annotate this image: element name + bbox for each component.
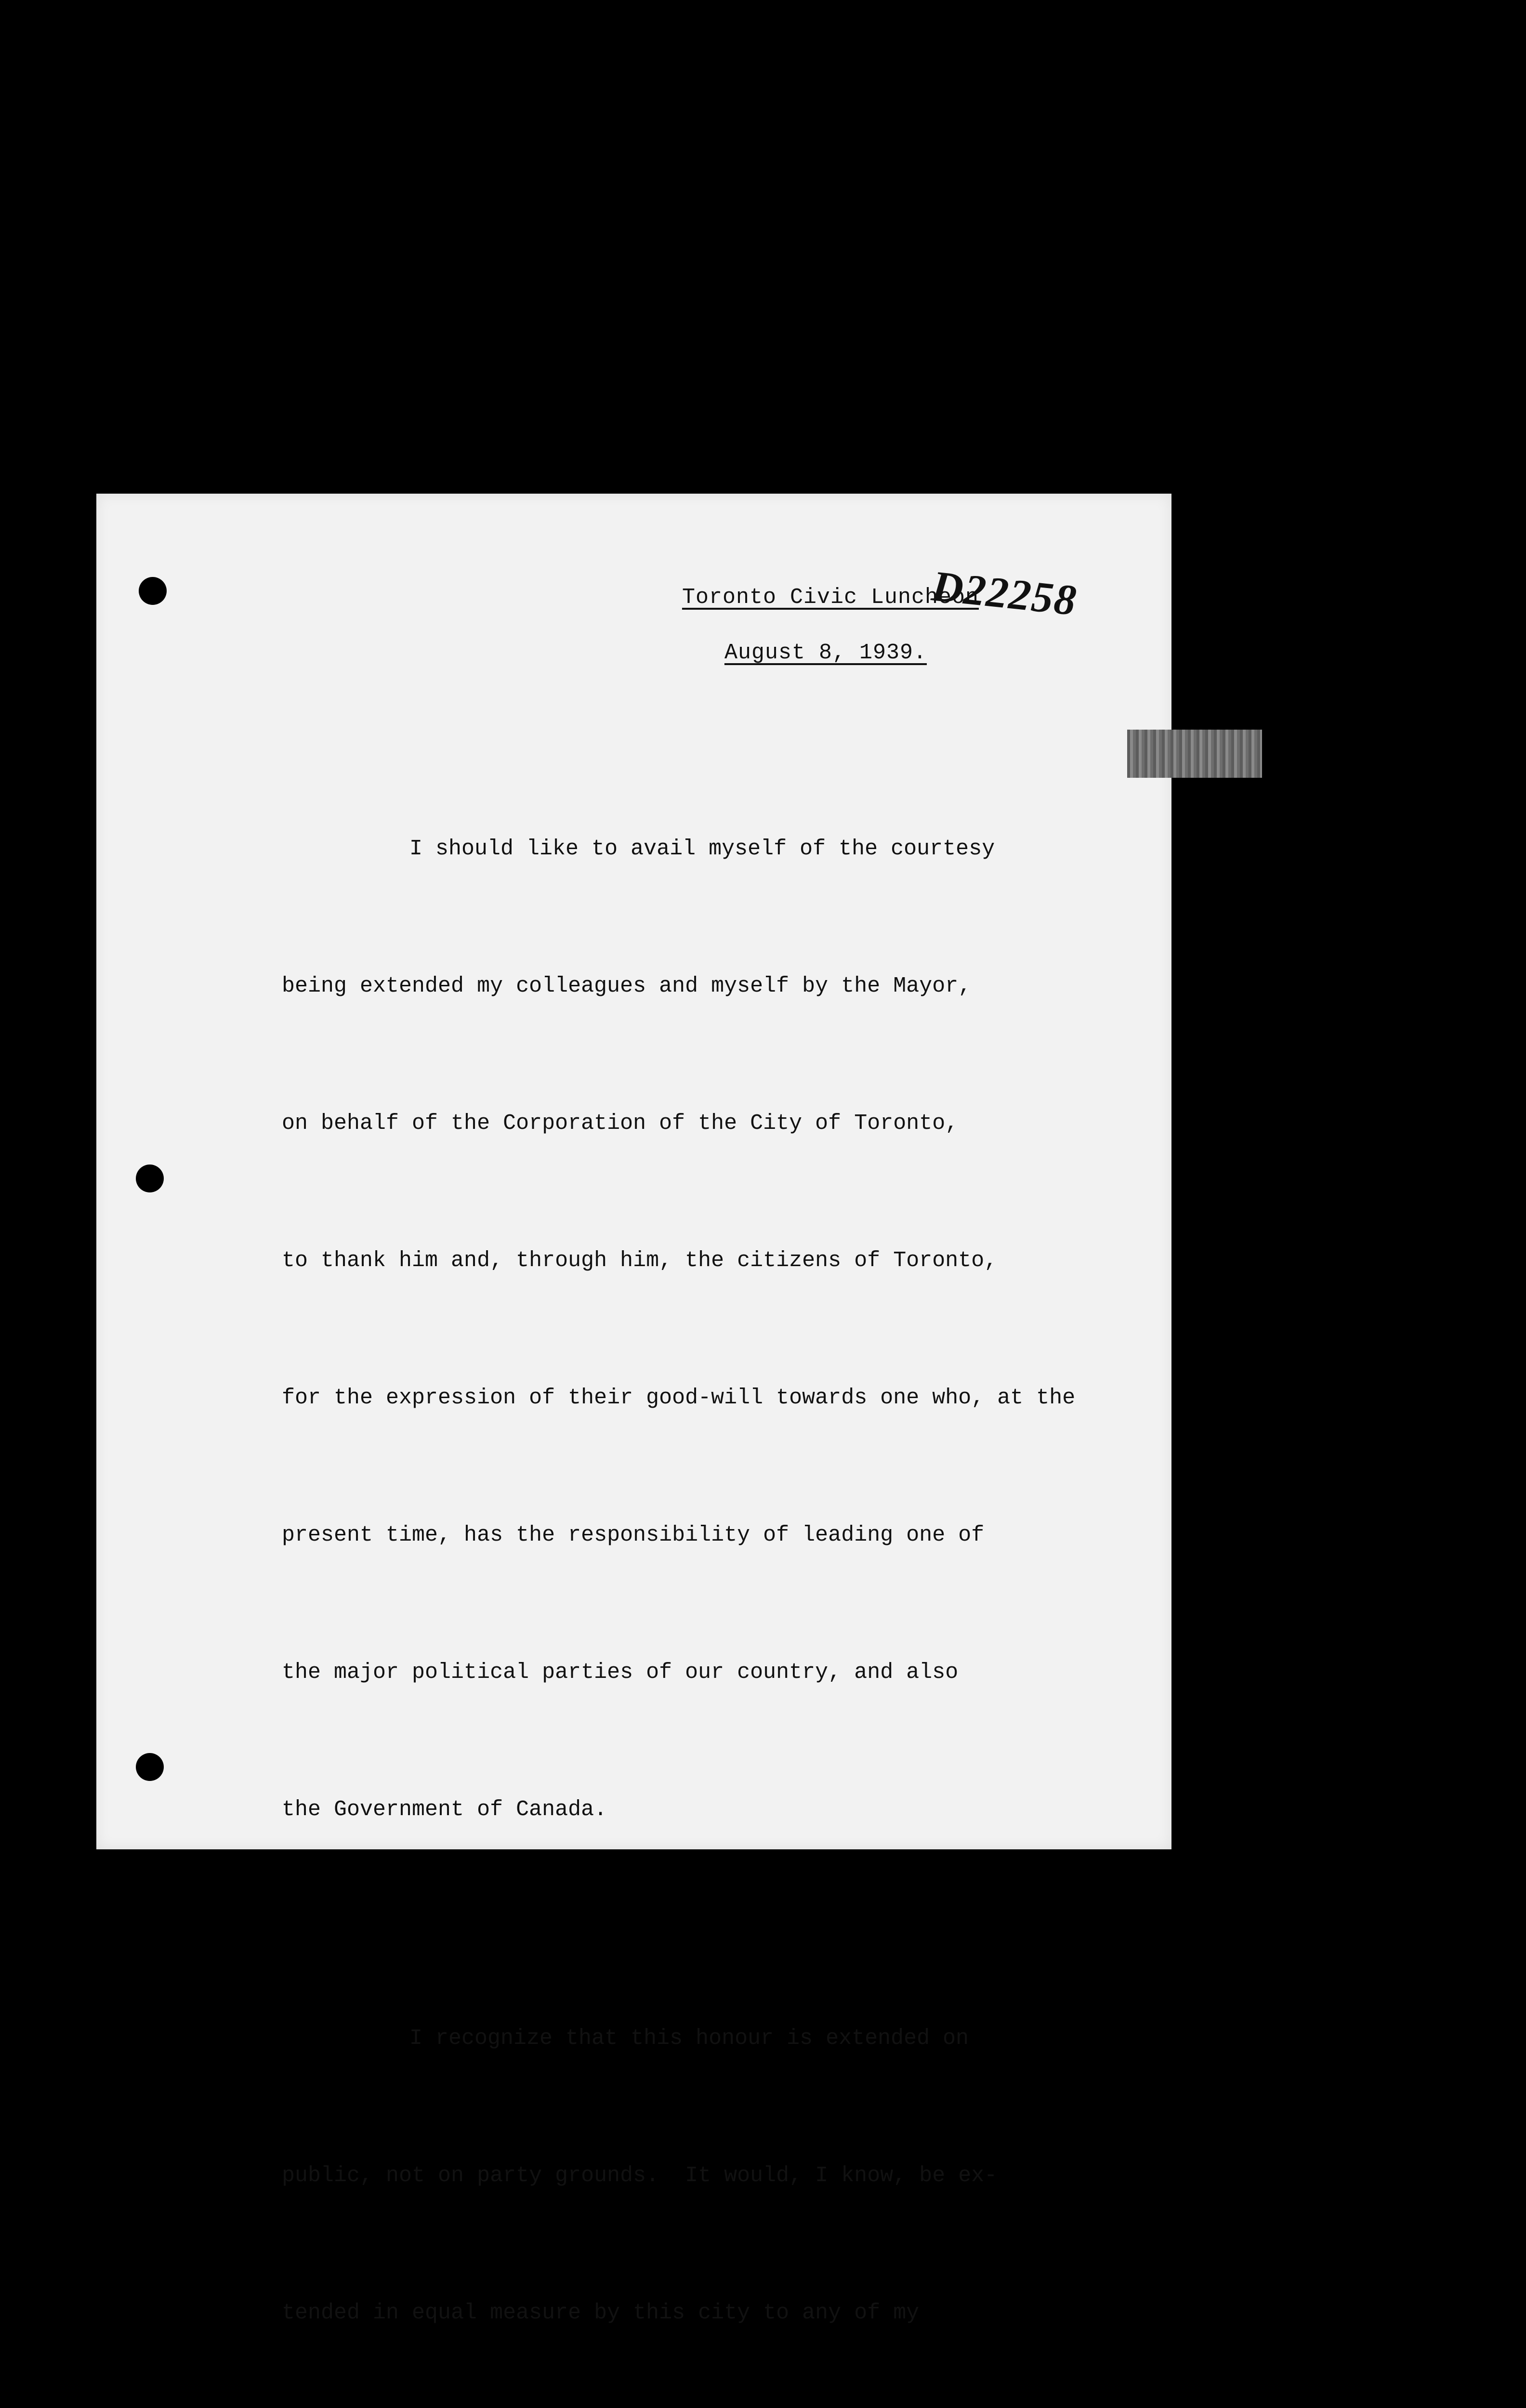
- text-line: I recognize that this honour is extended on: [409, 2026, 969, 2051]
- text-line: to thank him and, through him, the citizens of Toronto,: [282, 1248, 998, 1273]
- text-line: on behalf of the Corporation of the City of Toronto,: [282, 1111, 959, 1136]
- paragraph: [282, 734, 1173, 1924]
- text-line: present time, has the responsibility of leading one of: [282, 1523, 985, 1547]
- text-line: I should like to avail myself of the courtesy: [409, 837, 995, 861]
- text-line: for the expression of their good-will towards one who, at the: [282, 1386, 1076, 1410]
- paragraph: [282, 1924, 1173, 2408]
- text-line: the major political parties of our country, and also: [282, 1660, 959, 1685]
- document-body: [282, 734, 1173, 2408]
- document-title: Toronto Civic Luncheon: [682, 585, 979, 610]
- text-line: being extended my colleagues and myself by the Mayor,: [282, 974, 972, 998]
- text-line: the Government of Canada.: [282, 1797, 607, 1822]
- document-number: D22258: [929, 562, 1079, 625]
- punch-hole: [136, 1165, 164, 1192]
- punch-hole: [136, 1753, 164, 1781]
- document-date: August 8, 1939.: [724, 641, 927, 665]
- text-line: tended in equal measure by this city to any of my: [282, 2301, 920, 2325]
- text-line: public, not on party grounds. It would, I know, be ex-: [282, 2163, 998, 2188]
